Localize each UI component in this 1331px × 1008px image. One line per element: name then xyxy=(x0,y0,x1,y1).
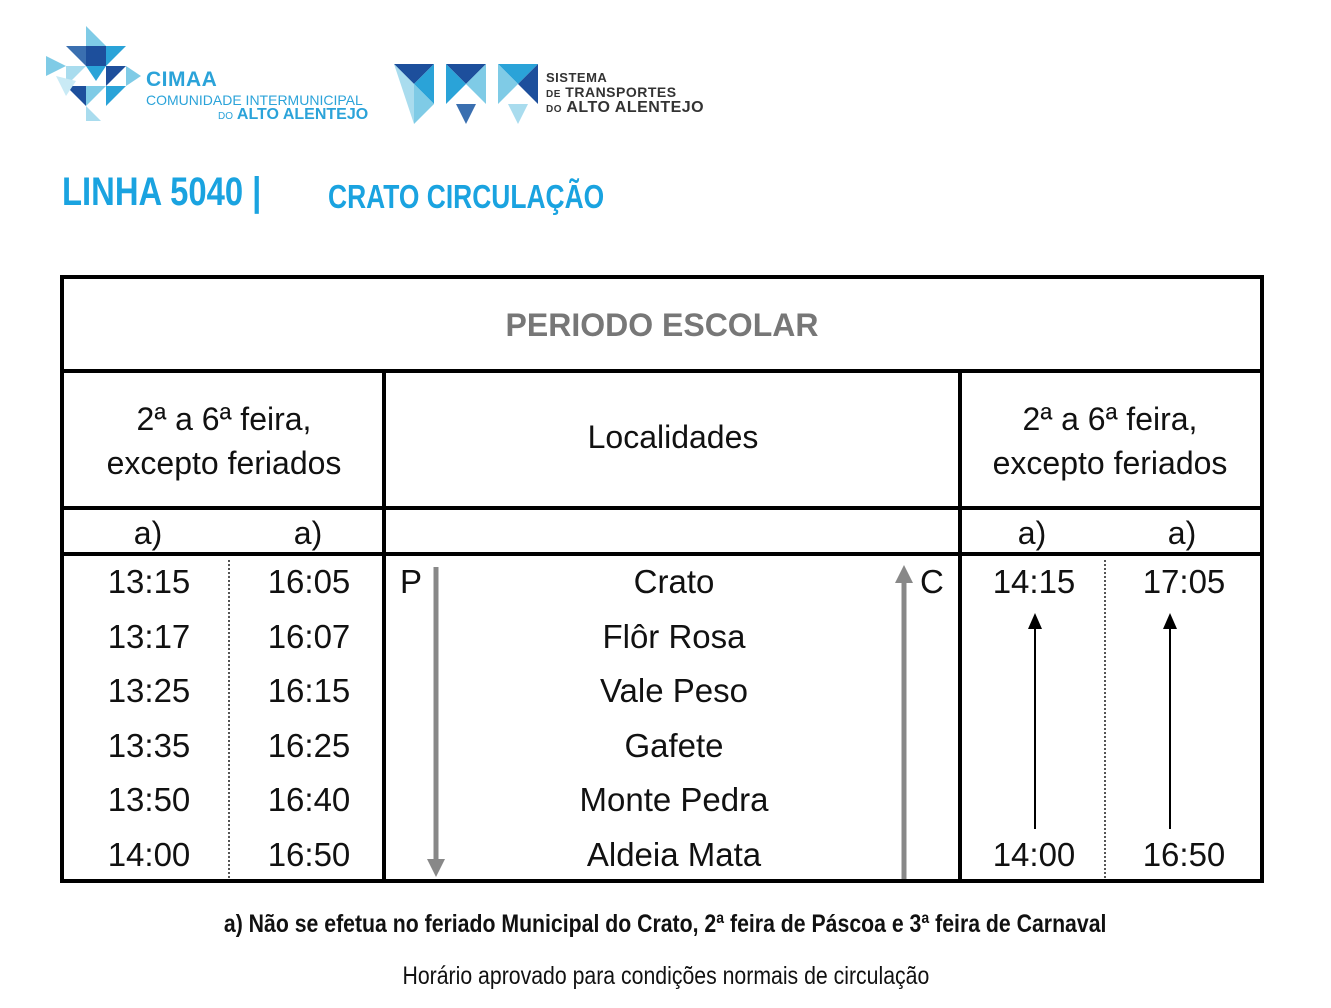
transportes-emblem-icon xyxy=(394,60,539,126)
sistema-line3 xyxy=(546,99,704,117)
period-title: PERIODO ESCOLAR xyxy=(505,307,819,343)
sistema-line3-main: ALTO ALENTEJO xyxy=(566,99,705,116)
sistema-line2-prefix: DE xyxy=(546,89,561,100)
locality-name: Vale Peso xyxy=(600,672,748,709)
cimaa-name: CIMAA xyxy=(146,68,218,91)
arrow-up-icon xyxy=(1163,613,1177,629)
locality-name: Aldeia Mata xyxy=(586,835,762,873)
locality-name: Monte Pedra xyxy=(579,781,769,818)
departure-time: 14:00 xyxy=(107,835,191,873)
cimaa-line3-prefix: DO xyxy=(218,111,233,122)
cimaa-line3-main: ALTO ALENTEJO xyxy=(236,106,369,123)
page-title xyxy=(62,170,605,215)
sistema-line2-main: TRANSPORTES xyxy=(565,84,677,100)
outbound-label: P xyxy=(400,563,423,600)
locality-name: Gafete xyxy=(624,726,724,764)
arrow-up-icon xyxy=(1028,613,1042,629)
sistema-transportes-logo xyxy=(394,60,734,130)
locality-name: Flôr Rosa xyxy=(602,617,746,655)
note-mark: a) xyxy=(293,515,323,551)
line-number: LINHA 5040 | xyxy=(62,170,262,214)
cimaa-logo xyxy=(46,26,376,126)
note-mark: a) xyxy=(1017,515,1047,551)
departure-time: 13:35 xyxy=(107,726,191,764)
note-mark: a) xyxy=(133,515,163,551)
footnote xyxy=(0,910,1331,939)
sistema-line3-prefix: DO xyxy=(546,104,562,115)
approval-note xyxy=(0,962,1331,991)
route-name: CRATO CIRCULAÇÃO xyxy=(328,178,605,215)
approval-text: Horário aprovado para condições normais de circulação xyxy=(402,962,929,990)
cimaa-line3 xyxy=(218,106,368,124)
locality-name: Crato xyxy=(633,563,715,600)
return-label: C xyxy=(920,563,944,600)
days-right-line1: 2ª a 6ª feira, xyxy=(1022,401,1198,437)
departure-time: 16:40 xyxy=(267,781,351,818)
departure-time: 16:07 xyxy=(267,617,351,655)
departure-time: 13:50 xyxy=(107,781,191,818)
departure-time: 13:17 xyxy=(107,617,191,655)
departure-time: 16:50 xyxy=(267,835,351,873)
return-time: 17:05 xyxy=(1142,563,1226,600)
cimaa-line2: COMUNIDADE INTERMUNICIPAL xyxy=(146,92,363,108)
return-time: 14:15 xyxy=(992,563,1076,600)
departure-time: 16:25 xyxy=(267,726,351,764)
departure-time: 16:15 xyxy=(267,672,351,709)
departure-time: 13:15 xyxy=(107,563,191,600)
departure-time: 16:05 xyxy=(267,563,351,600)
cimaa-emblem-icon xyxy=(46,26,141,121)
days-left-line2: excepto feriados xyxy=(106,445,342,481)
note-mark: a) xyxy=(1167,515,1197,551)
localities-header: Localidades xyxy=(587,419,759,455)
departure-time: 13:25 xyxy=(107,672,191,709)
return-time: 14:00 xyxy=(992,835,1076,873)
return-time: 16:50 xyxy=(1142,835,1226,873)
days-left-line1: 2ª a 6ª feira, xyxy=(136,401,312,437)
footnote-text: a) Não se efetua no feriado Municipal do Crato, 2ª feira de Páscoa e 3ª feira de Carnaval xyxy=(224,910,1107,938)
timetable xyxy=(60,275,1264,883)
sistema-line2 xyxy=(546,84,677,100)
days-right-line2: excepto feriados xyxy=(992,445,1228,481)
sistema-line1: SISTEMA xyxy=(546,70,608,85)
